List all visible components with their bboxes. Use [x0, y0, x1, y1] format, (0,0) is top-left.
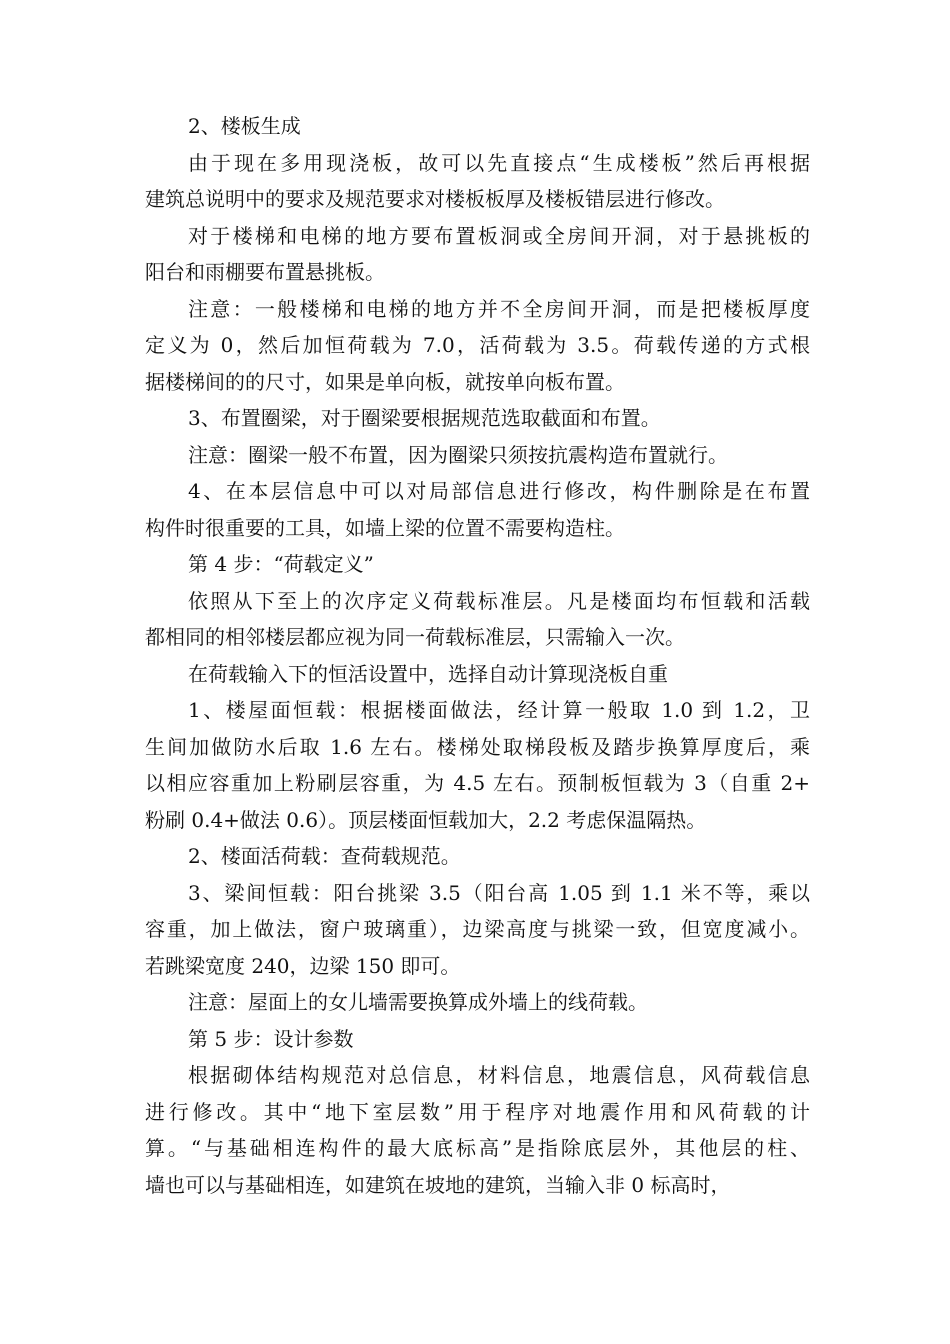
paragraph — [145, 400, 810, 437]
text-line: 墙也可以与基础相连，如建筑在坡地的建筑，当输入非 0 标高时， — [145, 1172, 731, 1197]
paragraph — [145, 546, 810, 583]
document-body — [145, 108, 810, 1203]
paragraph — [145, 583, 810, 656]
text-line: 第 4 步：“荷载定义” — [188, 552, 374, 576]
text-line: 定义为 0，然后加恒荷载为 7.0，活荷载为 3.5。荷载传递的方式根 — [145, 333, 810, 357]
text-line: 2、楼面活荷载：查荷载规范。 — [188, 844, 461, 868]
text-line: 3、梁间恒载：阳台挑梁 3.5（阳台高 1.05 到 1.1 米不等，乘以 — [188, 880, 810, 905]
text-line: 3、布置圈梁，对于圈梁要根据规范选取截面和布置。 — [188, 406, 661, 430]
paragraph — [145, 473, 810, 546]
paragraph — [145, 437, 810, 474]
text-line: 建筑总说明中的要求及规范要求对楼板板厚及楼板错层进行修改。 — [145, 187, 725, 211]
paragraph — [145, 656, 810, 693]
paragraph — [145, 291, 810, 401]
text-line: 以相应容重加上粉刷层容重，为 4.5 左右。预制板恒载为 3（自重 2+ — [145, 771, 810, 795]
text-line: 都相同的相邻楼层都应视为同一荷载标准层，只需输入一次。 — [145, 625, 685, 649]
text-line: 容重，加上做法，窗户玻璃重），边梁高度与挑梁一致，但宽度减小。 — [145, 917, 810, 941]
text-line: 根据砌体结构规范对总信息，材料信息，地震信息，风荷载信息 — [188, 1063, 810, 1087]
paragraph — [145, 145, 810, 218]
text-line: 算。“与基础相连构件的最大底标高”是指除底层外，其他层的柱、 — [145, 1136, 810, 1160]
text-line: 生间加做防水后取 1.6 左右。楼梯处取梯段板及踏步换算厚度后，乘 — [145, 734, 810, 759]
text-line: 在荷载输入下的恒活设置中，选择自动计算现浇板自重 — [188, 661, 668, 686]
paragraph — [145, 838, 810, 875]
text-line: 4、在本层信息中可以对局部信息进行修改，构件删除是在布置 — [188, 479, 810, 503]
text-line: 由于现在多用现浇板，故可以先直接点“生成楼板”然后再根据 — [188, 150, 810, 175]
paragraph — [145, 692, 810, 838]
text-line: 据楼梯间的的尺寸，如果是单向板，就按单向板布置。 — [145, 369, 625, 394]
text-line: 对于楼梯和电梯的地方要布置板洞或全房间开洞，对于悬挑板的 — [188, 223, 810, 248]
text-line: 阳台和雨棚要布置悬挑板。 — [145, 260, 385, 284]
text-line: 构件时很重要的工具，如墙上梁的位置不需要构造柱。 — [145, 515, 625, 540]
text-line: 注意：圈梁一般不布置，因为圈梁只须按抗震构造布置就行。 — [188, 442, 728, 467]
paragraph — [145, 1057, 810, 1203]
text-line: 注意：屋面上的女儿墙需要换算成外墙上的线荷载。 — [188, 990, 648, 1014]
text-line: 若跳梁宽度 240，边梁 150 即可。 — [145, 953, 461, 978]
text-line: 1、楼屋面恒载：根据楼面做法，经计算一般取 1.0 到 1.2，卫 — [188, 698, 810, 722]
paragraph — [145, 984, 810, 1021]
paragraph — [145, 875, 810, 985]
paragraph — [145, 1021, 810, 1058]
paragraph — [145, 218, 810, 291]
text-line: 进行修改。其中“地下室层数”用于程序对地震作用和风荷载的计 — [145, 1099, 810, 1124]
text-line: 2、楼板生成 — [188, 114, 301, 138]
text-line: 第 5 步：设计参数 — [188, 1026, 354, 1051]
paragraph — [145, 108, 810, 145]
text-line: 粉刷 0.4+做法 0.6）。顶层楼面恒载加大，2.2 考虑保温隔热。 — [145, 807, 707, 832]
text-line: 依照从下至上的次序定义荷载标准层。凡是楼面均布恒载和活载 — [188, 588, 810, 613]
text-line: 注意：一般楼梯和电梯的地方并不全房间开洞，而是把楼板厚度 — [188, 296, 810, 321]
